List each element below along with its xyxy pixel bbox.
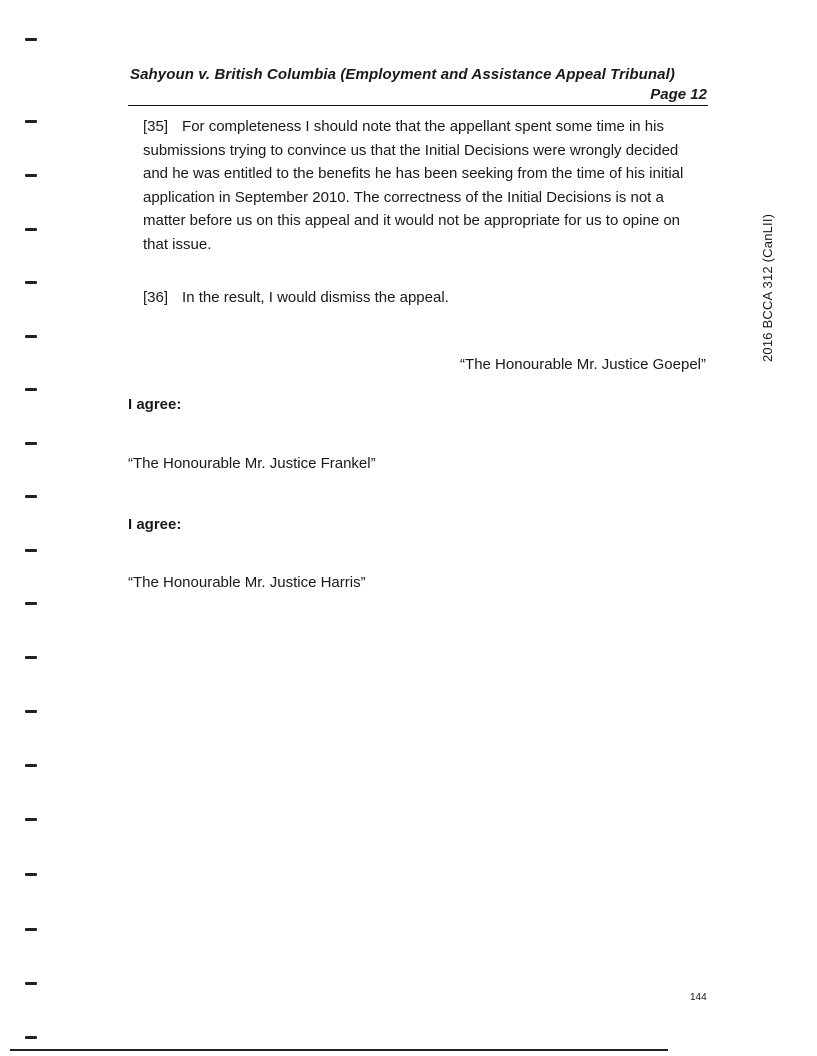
margin-mark xyxy=(25,982,37,985)
agree-label: I agree: xyxy=(128,396,182,413)
margin-mark xyxy=(25,602,37,605)
margin-mark xyxy=(25,38,37,41)
paragraph-36 xyxy=(143,286,703,310)
margin-mark xyxy=(25,764,37,767)
margin-mark xyxy=(25,549,37,552)
paragraph-35 xyxy=(143,115,703,256)
concurring-signature-harris: “The Honourable Mr. Justice Harris” xyxy=(128,574,366,591)
margin-mark xyxy=(25,656,37,659)
paragraph-number: [36] xyxy=(143,289,169,306)
header-divider xyxy=(128,105,708,106)
agree-label: I agree: xyxy=(128,516,182,533)
binder-margin-marks xyxy=(25,0,39,1056)
page-number: 144 xyxy=(690,992,707,1003)
side-citation-stamp: 2016 BCCA 312 (CanLII) xyxy=(760,213,775,362)
page-label: Page 12 xyxy=(650,86,707,103)
margin-mark xyxy=(25,281,37,284)
paragraph-text: In the result, I would dismiss the appeal. xyxy=(182,289,449,306)
author-signature: “The Honourable Mr. Justice Goepel” xyxy=(460,356,706,373)
concurring-signature-frankel: “The Honourable Mr. Justice Frankel” xyxy=(128,455,376,472)
margin-mark xyxy=(25,1036,37,1039)
margin-mark xyxy=(25,710,37,713)
margin-mark xyxy=(25,335,37,338)
paragraph-text: For completeness I should note that the appellant spent some time in his submissions trying to convince us that the Initial Decisions were wrongly decided and he was entitled to the benefits he has been seeking from the time of his initial application in September 2010. The correctness of the Initial Decisions is not a matter before us on this appeal and it would not be appropriate for us to opine on that issue. xyxy=(143,118,684,253)
bottom-divider xyxy=(10,1049,668,1051)
margin-mark xyxy=(25,388,37,391)
margin-mark xyxy=(25,818,37,821)
margin-mark xyxy=(25,495,37,498)
margin-mark xyxy=(25,120,37,123)
case-title: Sahyoun v. British Columbia (Employment and Assistance Appeal Tribunal) xyxy=(130,66,675,83)
margin-mark xyxy=(25,928,37,931)
margin-mark xyxy=(25,442,37,445)
margin-mark xyxy=(25,228,37,231)
margin-mark xyxy=(25,174,37,177)
paragraph-number: [35] xyxy=(143,118,169,135)
margin-mark xyxy=(25,873,37,876)
